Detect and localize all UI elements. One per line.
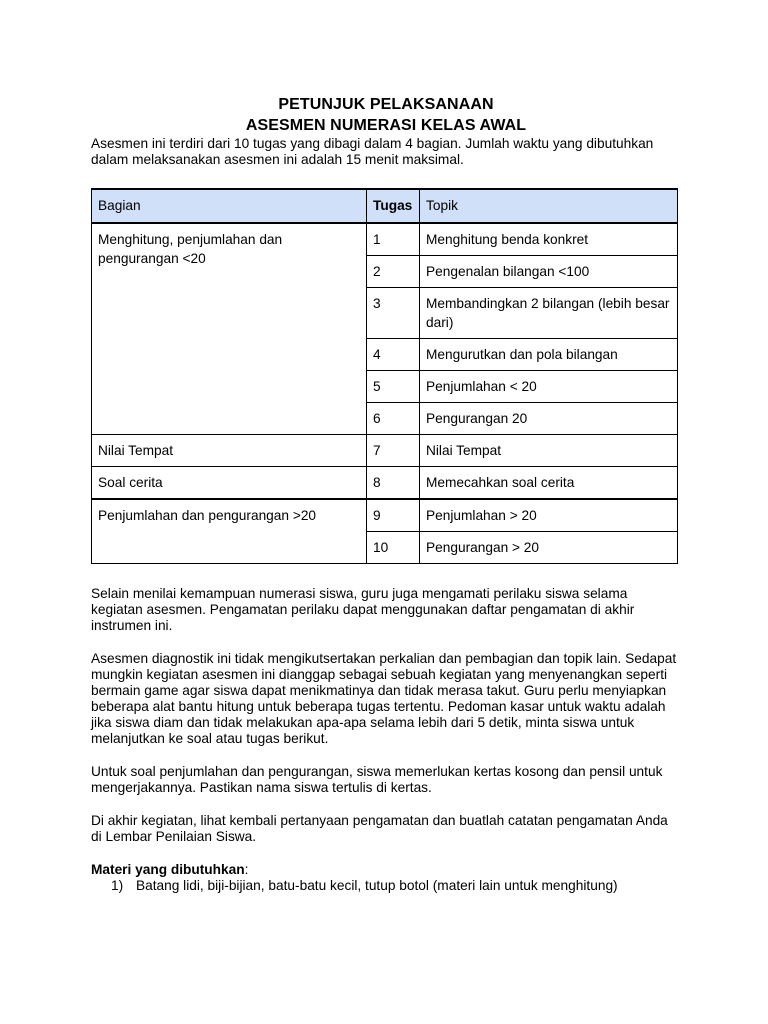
- cell-topik: Memecahkan soal cerita: [420, 467, 678, 500]
- document-title-line2: ASESMEN NUMERASI KELAS AWAL: [245, 117, 527, 134]
- paragraph-closing: Di akhir kegiatan, lihat kembali pertanyaan pengamatan dan buatlah catatan pengamatan Anda di Lembar Penilaian Siswa.: [91, 813, 668, 844]
- cell-tugas: 5: [367, 371, 420, 403]
- list-text: Batang lidi, biji-bijian, batu-batu kecil, tutup botol (materi lain untuk menghitung): [136, 878, 618, 893]
- cell-topik: Pengurangan 20: [420, 403, 678, 435]
- cell-tugas: 4: [367, 339, 420, 371]
- cell-topik: Penjumlahan > 20: [420, 499, 678, 532]
- cell-bagian: Soal cerita: [92, 467, 367, 500]
- table-header-row: [92, 189, 678, 223]
- assessment-table: [91, 188, 678, 564]
- document-page: [91, 94, 681, 894]
- cell-topik: Mengurutkan dan pola bilangan: [420, 339, 678, 371]
- intro-paragraph: Asesmen ini terdiri dari 10 tugas yang dibagi dalam 4 bagian. Jumlah waktu yang dibutuhkan dalam melaksanakan asesmen ini adalah 15 menit maksimal.: [91, 136, 654, 167]
- materials-heading-line: [91, 862, 681, 878]
- cell-tugas: 8: [367, 467, 420, 500]
- cell-tugas: 3: [367, 288, 420, 339]
- cell-tugas: 10: [367, 532, 420, 564]
- materials-list: [91, 878, 681, 894]
- cell-topik: Pengenalan bilangan <100: [420, 256, 678, 288]
- cell-topik: Membandingkan 2 bilangan (lebih besar dari): [420, 288, 678, 339]
- table-row: [92, 435, 678, 467]
- cell-tugas: 7: [367, 435, 420, 467]
- materials-heading: Materi yang dibutuhkan: [91, 862, 245, 877]
- cell-tugas: 9: [367, 499, 420, 532]
- cell-topik: Nilai Tempat: [420, 435, 678, 467]
- header-bagian: Bagian: [92, 189, 367, 223]
- cell-tugas: 2: [367, 256, 420, 288]
- materials-list-item: [91, 878, 681, 894]
- cell-bagian: Menghitung, penjumlahan dan pengurangan <20: [92, 223, 367, 435]
- header-topik: Topik: [420, 189, 678, 223]
- paragraph-materials-paper: Untuk soal penjumlahan dan pengurangan, siswa memerlukan kertas kosong dan pensil untuk mengerjakannya. Pastikan nama siswa tertulis di kertas.: [91, 764, 663, 795]
- cell-tugas: 6: [367, 403, 420, 435]
- table-row: [92, 499, 678, 532]
- table-row: [92, 467, 678, 500]
- header-tugas: Tugas: [367, 189, 420, 223]
- cell-topik: Pengurangan > 20: [420, 532, 678, 564]
- cell-tugas: 1: [367, 223, 420, 256]
- cell-bagian: Nilai Tempat: [92, 435, 367, 467]
- cell-topik: Menghitung benda konkret: [420, 223, 678, 256]
- cell-topik: Penjumlahan < 20: [420, 371, 678, 403]
- list-number: 1): [111, 878, 124, 893]
- materials-heading-colon: :: [244, 862, 249, 877]
- paragraph-observation: Selain menilai kemampuan numerasi siswa, guru juga mengamati perilaku siswa selama kegiatan asesmen. Pengamatan perilaku dapat menggunakan daftar pengamatan di akhir instrumen ini.: [91, 586, 635, 633]
- paragraph-diagnostic: Asesmen diagnostik ini tidak mengikutsertakan perkalian dan pembagian dan topik lain. Sedapat mungkin kegiatan asesmen ini dianggap sebagai sebuah kegiatan yang menyenangkan seperti bermain game agar siswa dapat menikmatinya dan tidak merasa takut. Guru perlu menyiapkan beberapa alat bantu hitung untuk beberapa tugas tertentu. Pedoman kasar untuk waktu adalah jika siswa diam dan tidak melakukan apa-apa selama lebih dari 5 detik, minta siswa untuk melanjutkan ke soal atau tugas berikut.: [91, 651, 677, 746]
- table-body: [92, 223, 678, 564]
- table-row: [92, 223, 678, 256]
- document-title-line1: PETUNJUK PELAKSANAAN: [278, 96, 494, 113]
- cell-bagian: Penjumlahan dan pengurangan >20: [92, 499, 367, 564]
